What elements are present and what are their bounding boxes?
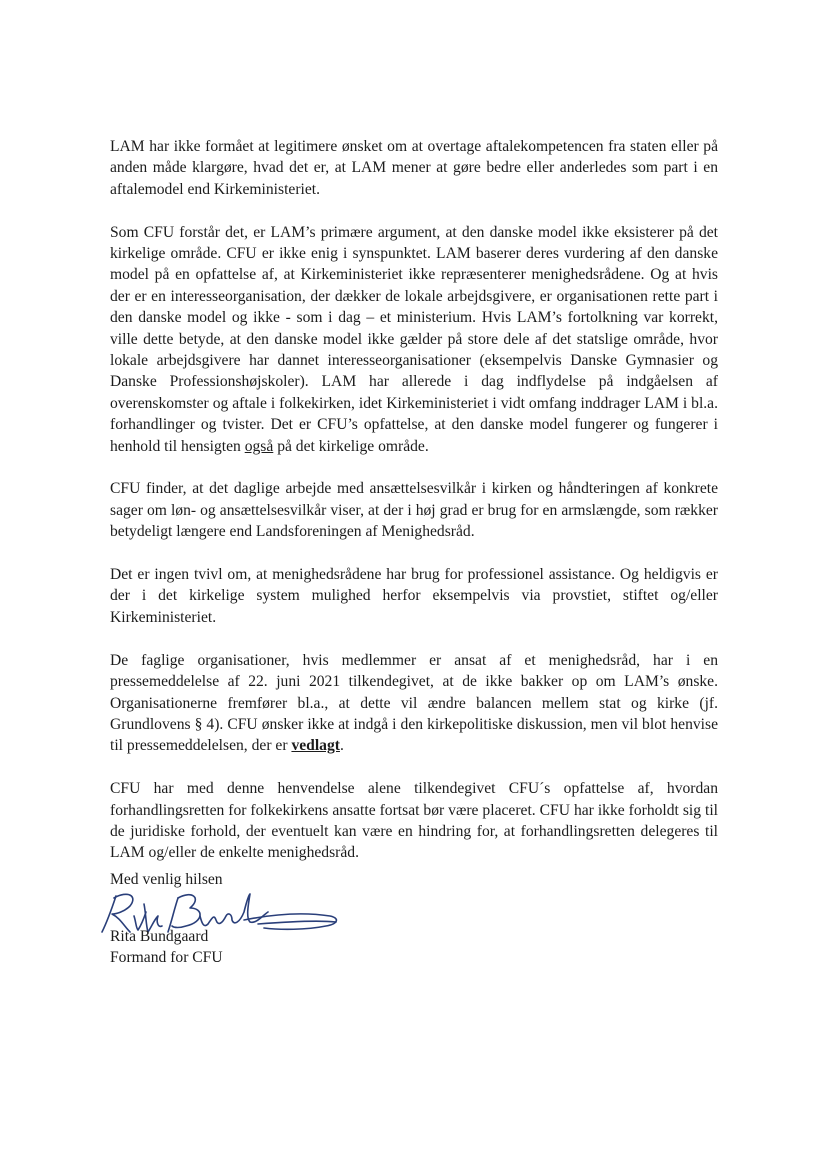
paragraph-2: Som CFU forstår det, er LAM’s primære argument, at den danske model ikke eksisterer på det kirkelige område. CFU er ikke enig i synspunktet. LAM baserer deres vurdering af den danske model på en opfattelse af, at Kirkeministeriet ikke repræsenterer menighedsrådene. Og at hvis der er en interesseorganisation, der dækker de lokale arbejdsgivere, er organisationen rette part i den danske model og ikke - som i dag – et ministerium. Hvis LAM’s fortolkning var korrekt, ville dette betyde, at den danske model ikke gælder på store dele af det statslige område, hvor lokale arbejdsgivere har dannet interesseorganisationer (eksempelvis Danske Gymnasier og Danske Professionshøjskoler). LAM har allerede i dag indflydelse på indgåelsen af overenskomster og aftale i folkekirken, idet Kirkeministeriet i vidt omfang inddrager LAM i bl.a. forhandlinger og tvister. Det er CFU’s opfattelse, at den danske model fungerer og fungerer i henhold til hensigten også på det kirkelige område. [110,223,718,455]
attachment-reference: vedlagt [291,737,340,755]
paragraph-1: LAM har ikke formået at legitimere ønsket om at overtage aftalekompetencen fra staten eller på anden måde klargøre, hvad det er, at LAM mener at gøre bedre eller anderledes som part i en aftalemodel end Kirkeministeriet. [110,138,718,198]
greeting: Med venlig hilsen [110,871,223,888]
signer-name: Rita Bundgaard [110,928,209,945]
underlined-word: også [244,437,274,455]
paragraph-6: CFU har med denne henvendelse alene tilkendegivet CFU´s opfattelse af, hvordan forhandlingsretten for folkekirkens ansatte fortsat bør være placeret. CFU har ikke forholdt sig til de juridiske forhold, der eventuelt kan være en hindring for, at forhandlingsretten delegeres til LAM og/eller de enkelte menighedsråd. [110,780,718,862]
letter-body [110,136,718,885]
paragraph-5: De faglige organisationer, hvis medlemmer er ansat af et menighedsråd, har i en pressemeddelelse af 22. juni 2021 tilkendegivet, at de ikke bakker op om LAM’s ønske. Organisationerne fremfører bl.a., at dette vil ændre balancen mellem stat og kirke (jf. Grundlovens § 4). CFU ønsker ikke at indgå i den kirkepolitiske diskussion, men vil blot henvise til pressemeddelelsen, der er vedlagt. [110,651,718,755]
paragraph-4: Det er ingen tvivl om, at menighedsrådene har brug for professionel assistance. Og heldigvis er der i det kirkelige system mulighed herfor eksempelvis via provstiet, stiftet og/eller Kirkeministeriet. [110,566,718,626]
paragraph-3: CFU finder, at det daglige arbejde med ansættelsesvilkår i kirken og håndteringen af konkrete sager om løn- og ansættelsesvilkår viser, at der i høj grad er brug for en armslængde, som rækker betydeligt længere end Landsforeningen af Menighedsråd. [110,480,718,541]
signer-role: Formand for CFU [110,949,223,966]
